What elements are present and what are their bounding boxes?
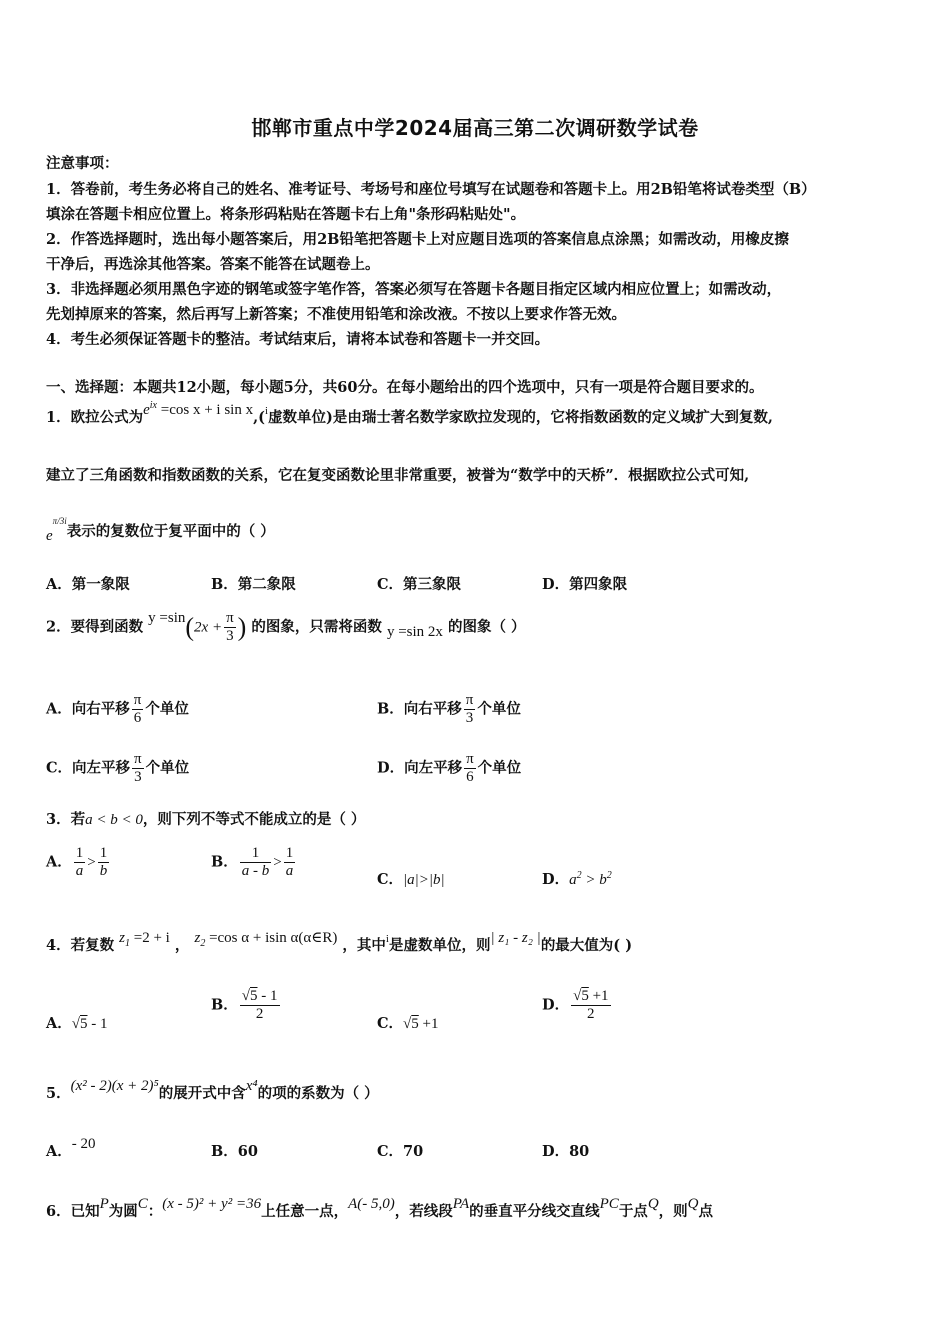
q3-option-a[interactable]: A． $\frac{1}{a}$ > $\frac{1}{b}$: [46, 845, 108, 879]
q1-option-b[interactable]: B．第二象限: [211, 576, 296, 593]
notice-heading: 注意事项：: [46, 155, 119, 172]
q1-option-c[interactable]: C．第三象限: [377, 576, 462, 593]
question-1-line-3: $e^{\pi/3i}$表示的复数位于复平面中的（ ）: [46, 516, 275, 544]
exam-title: 邯郸市重点中学2024届高三第二次调研数学试卷: [251, 116, 699, 140]
q5-option-a[interactable]: A．- 20: [46, 1136, 96, 1160]
q2-option-a[interactable]: A．向右平移 $\frac{\pi}{6}$ 个单位: [46, 692, 189, 726]
q3-option-d[interactable]: D．$a^2 > b^2$: [542, 870, 612, 888]
notice-line: 干净后，再选涂其他答案。答案不能答在试题卷上。: [46, 256, 380, 273]
q4-option-d[interactable]: D． $\frac{√5 +1}{2}$: [542, 988, 609, 1022]
q5-option-c[interactable]: C．70: [377, 1143, 424, 1160]
q3-option-b[interactable]: B． $\frac{1}{a - b}$ > $\frac{1}{a}$: [211, 845, 294, 879]
question-6-stem: 6．已知P为圆C：(x - 5)² + y² =36上任意一点，A(- 5,0)，若线段PA的垂直平分线交直线PC于点Q，则Q点: [46, 1196, 713, 1220]
notice-line: 1．答卷前，考生务必将自己的姓名、准考证号、考场号和座位号填写在试题卷和答题卡上。用2B铅笔将试卷类型（B）: [46, 181, 816, 198]
q5-option-b[interactable]: B．60: [211, 1143, 258, 1160]
q1-option-a[interactable]: A．第一象限: [46, 576, 130, 593]
q4-option-c[interactable]: C．√5 +1: [377, 1015, 439, 1032]
q2-option-d[interactable]: D．向左平移 $\frac{\pi}{6}$ 个单位: [377, 751, 522, 785]
notice-line: 3．非选择题必须用黑色字迹的钢笔或签字笔作答，答案必须写在答题卡各题目指定区域内相应位置上；如需改动，: [46, 281, 782, 298]
question-5-stem: 5．(x² - 2)(x + 2)⁵的展开式中含x⁴的项的系数为（ ）: [46, 1078, 379, 1102]
q1-option-d[interactable]: D．第四象限: [542, 576, 628, 593]
question-4-stem: 4．若复数 $z_1 =2 + i$ ， $z_2 =\cos$ α + isin α(α∈R) ，其中$^i$是虚数单位，则| z₁ - z₂ |的最大值为( ): [46, 930, 633, 954]
q4-option-a[interactable]: A．√5 - 1: [46, 1015, 108, 1032]
q3-option-c[interactable]: C．|a|>|b|: [377, 871, 445, 888]
notice-line: 2．作答选择题时，选出每小题答案后，用2B铅笔把答题卡上对应题目选项的答案信息点涂黑；如需改动，用橡皮擦: [46, 231, 789, 248]
question-2-stem: 2．要得到函数 y =sin(2x + $\frac{\pi}{3}$ ) 的图象，只需将函数 y =sin 2x 的图象（ ）: [46, 609, 526, 644]
notice-line: 先划掉原来的答案，然后再写上新答案；不准使用铅笔和涂改液。不按以上要求作答无效。: [46, 306, 626, 323]
q5-option-d[interactable]: D．80: [542, 1143, 590, 1160]
q4-option-b[interactable]: B． $\frac{√5 - 1}{2}$: [211, 988, 278, 1022]
q2-option-b[interactable]: B．向右平移 $\frac{\pi}{3}$ 个单位: [377, 692, 521, 726]
question-1-line-1: 1．欧拉公式为$e^{ix} =\cos$ x + i sin x,($^i$虚数单位)是由瑞士著名数学家欧拉发现的，它将指数函数的定义域扩大到复数,: [46, 400, 773, 426]
notice-line: 填涂在答题卡相应位置上。将条形码粘贴在答题卡右上角"条形码粘贴处"。: [46, 206, 526, 223]
notice-line: 4．考生必须保证答题卡的整洁。考试结束后，请将本试卷和答题卡一并交回。: [46, 331, 550, 348]
section-heading: 一、选择题：本题共12小题，每小题5分，共60分。在每小题给出的四个选项中，只有一项是符合题目要求的。: [46, 379, 764, 396]
question-3-stem: 3．若a < b < 0，则下列不等式不能成立的是（ ）: [46, 811, 366, 828]
question-1-line-2: 建立了三角函数和指数函数的关系，它在复变函数论里非常重要，被誉为“数学中的天桥”．根据欧拉公式可知,: [46, 467, 750, 484]
q2-option-c[interactable]: C．向左平移 $\frac{\pi}{3}$ 个单位: [46, 751, 190, 785]
